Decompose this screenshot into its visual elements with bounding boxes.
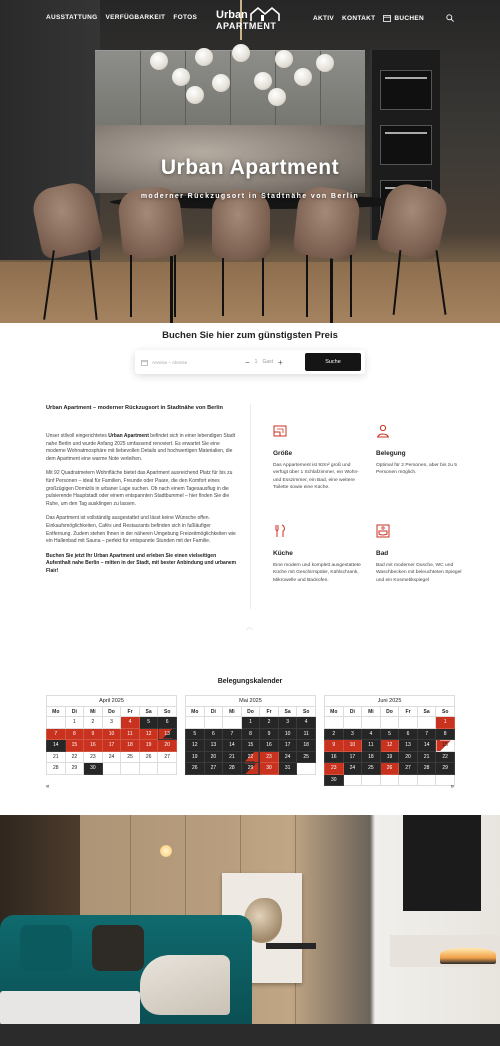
calendar-day[interactable]: 11 xyxy=(362,740,381,752)
date-range-placeholder: Anreise – Abreise xyxy=(152,359,188,365)
floor-lamp xyxy=(160,845,172,857)
search-icon[interactable] xyxy=(446,14,454,22)
calendar-empty-cell xyxy=(380,717,399,729)
calendar-day[interactable]: 10 xyxy=(102,728,121,740)
intro-heading: Urban Apartment – moderner Rückzugsort in Stadtnähe von Berlin xyxy=(46,405,223,411)
calendar-day[interactable]: 8 xyxy=(65,728,84,740)
calendar-day[interactable]: 13 xyxy=(204,740,223,752)
calendar-day[interactable]: 14 xyxy=(417,740,436,752)
booking-form xyxy=(135,350,365,374)
calendar-day[interactable]: 16 xyxy=(325,751,344,763)
calendar-day[interactable]: 2 xyxy=(84,717,103,729)
calendar-day[interactable]: 11 xyxy=(297,728,316,740)
calendar-day[interactable]: 19 xyxy=(186,751,205,763)
calendar-day[interactable]: 23 xyxy=(84,751,103,763)
calendar-day[interactable]: 17 xyxy=(278,740,297,752)
month-title: Mai 2025 xyxy=(185,695,316,706)
calendar-day[interactable]: 5 xyxy=(186,728,205,740)
chair-leg xyxy=(262,258,264,316)
calendar-day[interactable]: 25 xyxy=(121,751,140,763)
calendar-grid xyxy=(324,706,455,786)
calendar-day[interactable]: 30 xyxy=(325,774,344,786)
date-range-input[interactable] xyxy=(141,356,239,368)
intro-cta xyxy=(46,553,238,576)
chandelier-globe xyxy=(254,72,272,90)
calendar-day[interactable]: 23 xyxy=(260,751,279,763)
chandelier-globe xyxy=(275,50,293,68)
dining-chair xyxy=(212,190,270,260)
calendar-day[interactable]: 29 xyxy=(436,763,455,775)
calendar-day[interactable]: 25 xyxy=(362,763,381,775)
chandelier-globe xyxy=(232,44,250,62)
calendar-empty-cell xyxy=(362,774,381,786)
nav-link-aktiv[interactable]: AKTIV xyxy=(312,14,334,22)
calendar-day[interactable]: 28 xyxy=(223,763,242,775)
footer xyxy=(0,1024,500,1046)
intro-paragraph xyxy=(46,433,238,463)
calendar-day[interactable]: 27 xyxy=(204,763,223,775)
calendar-day[interactable]: 23 xyxy=(325,763,344,775)
weekday-header: Di xyxy=(204,707,223,717)
weekday-header: So xyxy=(158,707,177,717)
calendar-empty-cell xyxy=(380,774,399,786)
side-table xyxy=(266,943,316,949)
chandelier-globe xyxy=(150,52,168,70)
weekday-header: Sa xyxy=(278,707,297,717)
calendar-day[interactable]: 19 xyxy=(139,740,158,752)
calendar-empty-cell xyxy=(223,717,242,729)
calendar-day[interactable]: 3 xyxy=(278,717,297,729)
weekday-header: Mi xyxy=(362,707,381,717)
nav-link-fotos[interactable]: FOTOS xyxy=(173,14,198,21)
calendar-day[interactable]: 27 xyxy=(158,751,177,763)
calendar-day[interactable]: 6 xyxy=(399,728,418,740)
calendar-day[interactable]: 14 xyxy=(223,740,242,752)
month-title: April 2025 xyxy=(46,695,177,706)
calendar-day[interactable]: 6 xyxy=(158,717,177,729)
throw-blanket xyxy=(140,955,230,1015)
feature-text: Bad mit moderner Dusche, WC und Waschbecken mit beleuchteten Spiegel und ein Kosmetikspiegel xyxy=(376,563,462,583)
nav-link-ausstattung[interactable]: AUSSTATTUNG xyxy=(46,14,98,21)
nav-book-label: BUCHEN xyxy=(394,14,424,22)
calendar-day[interactable]: 20 xyxy=(399,751,418,763)
calendar-day[interactable]: 4 xyxy=(297,717,316,729)
month-title: Juni 2025 xyxy=(324,695,455,706)
calendar-day[interactable]: 27 xyxy=(399,763,418,775)
weekday-header: Mo xyxy=(186,707,205,717)
calendar-day[interactable]: 22 xyxy=(65,751,84,763)
weekday-header: Sa xyxy=(417,707,436,717)
chandelier-globe xyxy=(172,68,190,86)
nav-right xyxy=(313,14,454,22)
calendar-day[interactable]: 29 xyxy=(65,763,84,775)
calendar-day[interactable]: 21 xyxy=(417,751,436,763)
feature-text: Das Appartement ist 92m² groß und verfügt über 1 Schlafzimmer, ein Wohn- und Esszimmer, ein Bad, eine weitere Toilette sowie eine Küche. xyxy=(273,463,359,490)
intro-text-segment: befindet sich in einer lebendigen Stadt nahe Berlin und wurde Anfang 2025 umfassend renoviert. Es erwartet Sie eine moderne Wohnatmosphäre mit liebevollen Details und hochwertigen Materialien, die dem Apartment eine warme Note verleihen. xyxy=(46,433,236,462)
hero-subtitle: moderner Rückzugsort in Stadtnähe von Berlin xyxy=(140,193,360,200)
calendar-day[interactable]: 7 xyxy=(223,728,242,740)
calendar-day[interactable]: 8 xyxy=(436,728,455,740)
calendar-day[interactable]: 30 xyxy=(84,763,103,775)
calendar-day[interactable]: 9 xyxy=(325,740,344,752)
chair-leg xyxy=(174,255,176,317)
calendar-empty-cell xyxy=(121,763,140,775)
calendar-empty-cell xyxy=(417,774,436,786)
calendar-day[interactable]: 12 xyxy=(380,740,399,752)
house-icon xyxy=(250,6,280,22)
plus-button[interactable]: + xyxy=(278,357,283,367)
calendar-day[interactable]: 28 xyxy=(47,763,66,775)
bath-icon xyxy=(376,524,390,538)
intro-text-bold: Urban Apartment xyxy=(108,433,149,439)
weekday-header: Fr xyxy=(399,707,418,717)
calendar-day[interactable]: 13 xyxy=(158,728,177,740)
fireplace-flame xyxy=(440,948,496,964)
calendar-day[interactable]: 16 xyxy=(84,740,103,752)
chandelier-globe xyxy=(212,74,230,92)
calendar-empty-cell xyxy=(102,763,121,775)
calendar-day[interactable]: 10 xyxy=(343,740,362,752)
calendar-day[interactable]: 21 xyxy=(223,751,242,763)
calendar-day[interactable]: 1 xyxy=(241,717,260,729)
weekday-header: Sa xyxy=(139,707,158,717)
calendar-day[interactable]: 1 xyxy=(65,717,84,729)
weekday-header: Mo xyxy=(325,707,344,717)
logo[interactable] xyxy=(216,6,286,34)
calendar-day[interactable]: 4 xyxy=(362,728,381,740)
calendar-prev-button[interactable]: « xyxy=(46,784,50,790)
calendar-day[interactable]: 9 xyxy=(84,728,103,740)
calendar-day[interactable]: 26 xyxy=(186,763,205,775)
chair-leg xyxy=(130,255,132,317)
calendar-day[interactable]: 7 xyxy=(417,728,436,740)
calendar-day[interactable]: 24 xyxy=(343,763,362,775)
logo-text-apartment: APARTMENT xyxy=(216,21,277,31)
intro-paragraph: Das Apartment ist vollständig ausgestattet und lässt keine Wünsche offen. Einkaufsmöglichkeiten, Cafés und Restaurants befinden sich in fußläufiger Entfernung. Zudem stehen Ihnen in der näheren Umgebung Freizeitmöglichkeiten wie ein Hallenbad mit Sauna – perfekt für entspannte Stunden mit der Familie. xyxy=(46,515,236,545)
cushion xyxy=(20,925,72,971)
television xyxy=(403,815,481,911)
calendar-day[interactable]: 10 xyxy=(278,728,297,740)
calendar-day[interactable]: 24 xyxy=(278,751,297,763)
chair-leg xyxy=(350,255,352,317)
calendar-day[interactable]: 20 xyxy=(158,740,177,752)
weekday-header: Do xyxy=(241,707,260,717)
calendar-day[interactable]: 12 xyxy=(186,740,205,752)
calendar-day[interactable]: 1 xyxy=(436,717,455,729)
calendar-grid xyxy=(46,706,177,775)
intro-paragraph: Mit 92 Quadratmetern Wohnfläche bietet das Apartment ausreichend Platz für bis zu fünf Personen – ideal für Familien, Freunde oder Paare, die den Komfort eines großzügigen Domizils in urbaner Lage suchen. Ob nach einem Tagesausflug in die pulsierende Hauptstadt oder einem entspannten Stadtbummel – hier finden Sie die Ruhe, um den Tag ausklingen zu lassen. xyxy=(46,470,233,507)
calendar-day[interactable]: 6 xyxy=(204,728,223,740)
feature-title: Größe xyxy=(273,450,293,457)
calendar-empty-cell xyxy=(343,717,362,729)
chandelier-globe xyxy=(195,48,213,66)
calendar-day[interactable]: 18 xyxy=(362,751,381,763)
weekday-header: Mi xyxy=(84,707,103,717)
calendar-day[interactable]: 25 xyxy=(297,751,316,763)
calendar-day[interactable]: 24 xyxy=(102,751,121,763)
calendar-day[interactable]: 2 xyxy=(325,728,344,740)
feature-text: Optimal für 2 Personen, aber bis zu 5 Personen möglich. xyxy=(376,463,458,476)
chandelier-globe xyxy=(268,88,286,106)
calendar-day[interactable]: 31 xyxy=(278,763,297,775)
calendar-empty-cell xyxy=(186,717,205,729)
calendar-empty-cell xyxy=(362,717,381,729)
feature-title: Küche xyxy=(273,550,293,557)
weekday-header: Mo xyxy=(47,707,66,717)
month-calendar xyxy=(185,695,316,775)
feature-kueche xyxy=(273,524,361,584)
weekday-header: Fr xyxy=(121,707,140,717)
calendar-day[interactable]: 22 xyxy=(241,751,260,763)
calendar-day[interactable]: 7 xyxy=(47,728,66,740)
calendar-icon xyxy=(141,359,148,366)
calendar-empty-cell xyxy=(417,717,436,729)
calendar-day[interactable]: 29 xyxy=(241,763,260,775)
calendar-empty-cell xyxy=(399,774,418,786)
chair-leg xyxy=(306,255,308,317)
weekday-header: So xyxy=(436,707,455,717)
calendar-day[interactable]: 2 xyxy=(260,717,279,729)
calendar-day[interactable]: 14 xyxy=(47,740,66,752)
minus-button[interactable]: − xyxy=(245,357,250,367)
feature-title: Belegung xyxy=(376,450,406,457)
nav-left xyxy=(46,14,197,21)
feature-title: Bad xyxy=(376,550,389,557)
feature-bad xyxy=(376,524,464,584)
weekday-header: Di xyxy=(343,707,362,717)
weekday-header: Do xyxy=(102,707,121,717)
guest-stepper xyxy=(245,355,299,369)
person-icon xyxy=(376,424,390,438)
calendar-day[interactable]: 15 xyxy=(436,740,455,752)
divider xyxy=(250,404,251,609)
calendar-empty-cell xyxy=(47,717,66,729)
calendar-day[interactable]: 22 xyxy=(436,751,455,763)
calendar-day[interactable]: 18 xyxy=(121,740,140,752)
intro-cta-text: Buchen Sie jetzt Ihr Urban Apartment und erleben Sie einen vielseitigen Aufenthalt nahe Berlin – mitten in der Stadt, mit bester Anbindung und urbanem Flair! xyxy=(46,552,237,574)
cushion xyxy=(92,925,144,971)
calendar-day[interactable]: 8 xyxy=(241,728,260,740)
weekday-header: Mi xyxy=(223,707,242,717)
chandelier-globe xyxy=(294,68,312,86)
intro-text xyxy=(46,433,238,583)
living-room-photo xyxy=(0,815,500,1024)
booking-heading: Buchen Sie hier zum günstigsten Preis xyxy=(162,330,338,341)
calendar-day[interactable]: 28 xyxy=(417,763,436,775)
nav-link-verfuegbarkeit[interactable]: VERFÜGBARKEIT xyxy=(105,14,166,21)
calendar-day[interactable]: 17 xyxy=(343,751,362,763)
floor xyxy=(0,262,500,323)
calendar-icon xyxy=(383,14,391,22)
calendar-empty-cell xyxy=(343,774,362,786)
weekday-header: Fr xyxy=(260,707,279,717)
calendar-day[interactable]: 11 xyxy=(121,728,140,740)
calendar-day[interactable]: 4 xyxy=(121,717,140,729)
calendar-next-button[interactable]: » xyxy=(450,784,454,790)
calendar-empty-cell xyxy=(139,763,158,775)
weekday-header: So xyxy=(297,707,316,717)
top-nav xyxy=(0,0,500,36)
hero-title: Urban Apartment xyxy=(160,156,340,179)
calendar-day[interactable]: 30 xyxy=(260,763,279,775)
ruler-icon xyxy=(273,424,287,438)
month-calendar xyxy=(46,695,177,775)
calendar-day[interactable]: 15 xyxy=(241,740,260,752)
calendar-day[interactable]: 3 xyxy=(343,728,362,740)
weekday-header: Do xyxy=(380,707,399,717)
calendar-day[interactable]: 13 xyxy=(399,740,418,752)
hero-section xyxy=(0,0,500,323)
feature-groesse xyxy=(273,424,361,491)
month-calendar xyxy=(324,695,455,786)
calendar-empty-cell xyxy=(158,763,177,775)
calendar-empty-cell xyxy=(297,763,316,775)
calendar-day[interactable]: 17 xyxy=(102,740,121,752)
calendar-empty-cell xyxy=(204,717,223,729)
calendar-day[interactable]: 16 xyxy=(260,740,279,752)
calendar-day[interactable]: 5 xyxy=(380,728,399,740)
calendar-day[interactable]: 19 xyxy=(380,751,399,763)
nav-link-kontakt[interactable]: KONTAKT xyxy=(341,14,376,22)
chandelier-globe xyxy=(316,54,334,72)
intro-text-segment: Unser stilvoll eingerichtetes xyxy=(46,433,109,439)
chair-leg xyxy=(222,258,224,316)
guest-count: 1 xyxy=(254,359,258,365)
search-button[interactable]: Suche xyxy=(305,353,361,371)
calendar-day[interactable]: 5 xyxy=(139,717,158,729)
guest-label: Gast xyxy=(262,359,274,365)
calendar-heading: Belegungskalender xyxy=(217,678,283,685)
calendar-day[interactable]: 20 xyxy=(204,751,223,763)
calendar-day[interactable]: 26 xyxy=(380,763,399,775)
feature-belegung xyxy=(376,424,464,477)
chandelier-globe xyxy=(186,86,204,104)
logo-text-urban: Urban xyxy=(216,9,248,21)
calendar-day[interactable]: 9 xyxy=(260,728,279,740)
feature-text: Eine modern und komplett ausgestattete Küche mit Geschirrspüler, Kühlschrank, Mikrowelle und Backofen. xyxy=(273,563,361,583)
calendar-grid xyxy=(185,706,316,775)
calendar-day[interactable]: 3 xyxy=(102,717,121,729)
coffee-table xyxy=(0,991,140,1024)
calendar-day[interactable]: 21 xyxy=(47,751,66,763)
calendar-day[interactable]: 18 xyxy=(297,740,316,752)
calendar-empty-cell xyxy=(399,717,418,729)
cutlery-icon xyxy=(273,524,287,538)
nav-book-button[interactable] xyxy=(383,14,424,22)
weekday-header: Di xyxy=(65,707,84,717)
calendar-day[interactable]: 15 xyxy=(65,740,84,752)
calendar-day[interactable]: 12 xyxy=(139,728,158,740)
calendar-empty-cell xyxy=(325,717,344,729)
calendar-day[interactable]: 26 xyxy=(139,751,158,763)
chevron-up-icon[interactable]: ︿ xyxy=(246,624,253,631)
